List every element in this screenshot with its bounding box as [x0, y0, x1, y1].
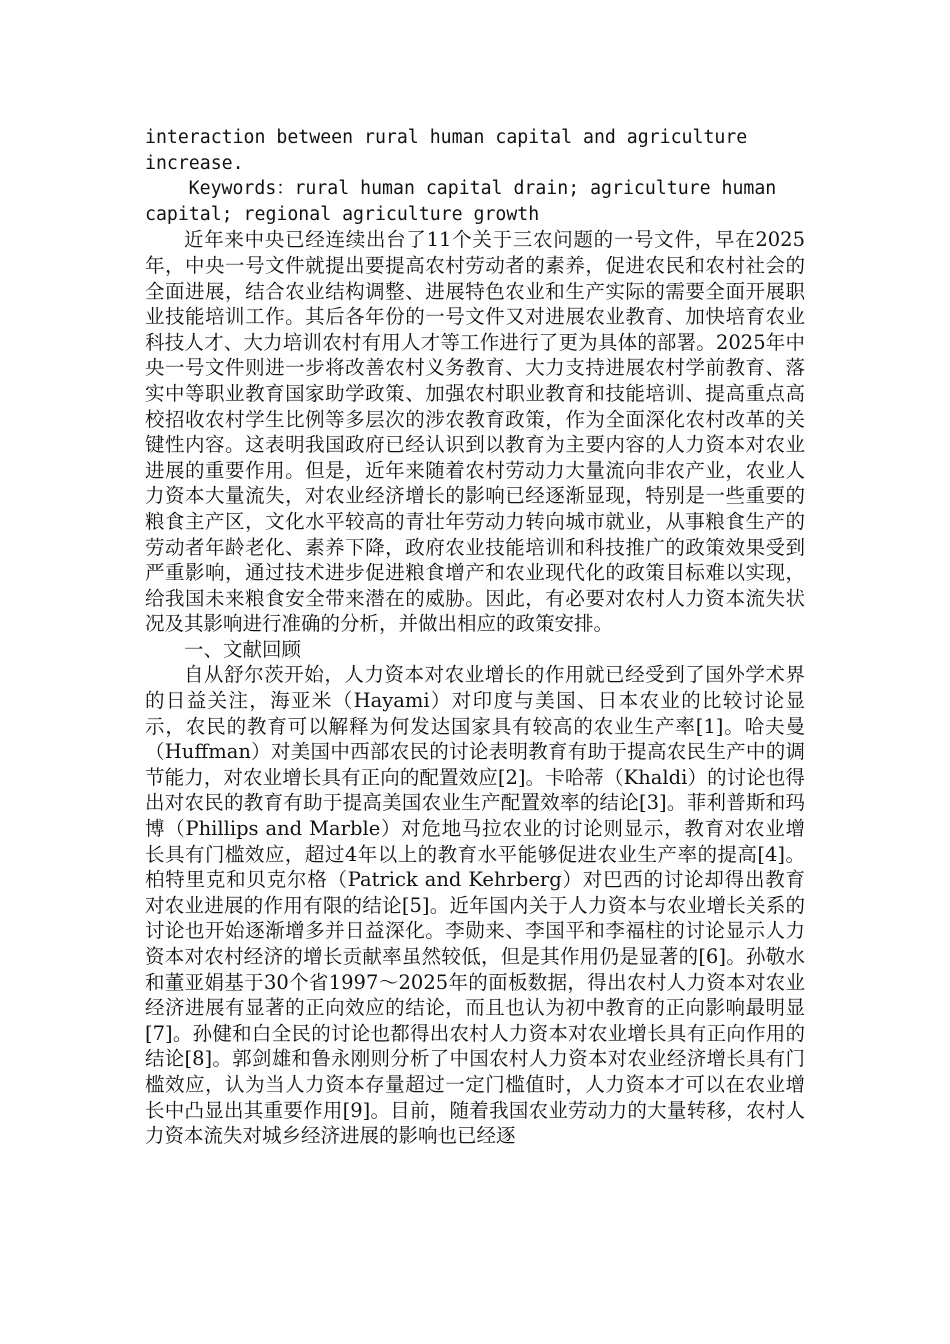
- document-page: [145, 125, 805, 1149]
- intro-paragraph: 近年来中央已经连续出台了11个关于三农问题的一号文件，早在2025年，中央一号文件就提出要提高农村劳动者的素养，促进农民和农村社会的全面进展，结合农业结构调整、进展特色农业和生产实际的需要全面开展职业技能培训工作。其后各年份的一号文件又对进展农业教育、加快培育农业科技人才、大力培训农村有用人才等工作进行了更为具体的部署。2025年中央一号文件则进一步将改善农村义务教育、大力支持进展农村学前教育、落实中等职业教育国家助学政策、加强农村职业教育和技能培训、提高重点高校招收农村学生比例等多层次的涉农教育政策，作为全面深化农村改革的关键性内容。这表明我国政府已经认识到以教育为主要内容的人力资本对农业进展的重要作用。但是，近年来随着农村劳动力大量流向非农产业，农业人力资本大量流失，对农业经济增长的影响已经逐渐显现，特别是一些重要的粮食主产区，文化水平较高的青壮年劳动力转向城市就业，从事粮食生产的劳动者年龄老化、素养下降，政府农业技能培训和科技推广的政策效果受到严重影响，通过技术进步促进粮食增产和农业现代化的政策目标难以实现，给我国未来粮食安全带来潜在的威胁。因此，有必要对农村人力资本流失状况及其影响进行准确的分析，并做出相应的政策安排。: [145, 228, 805, 636]
- literature-review-paragraph: 自从舒尔茨开始，人力资本对农业增长的作用就已经受到了国外学术界的日益关注，海亚米（Hayami）对印度与美国、日本农业的比较讨论显示，农民的教育可以解释为何发达国家具有较高的农业生产率[1]。哈夫曼（Huffman）对美国中西部农民的讨论表明教育有助于提高农民生产中的调节能力，对农业增长具有正向的配置效应[2]。卡哈蒂（Khaldi）的讨论也得出对农民的教育有助于提高美国农业生产配置效率的结论[3]。菲利普斯和玛博（Phillips and Marble）对危地马拉农业的讨论则显示，教育对农业增长具有门槛效应，超过4年以上的教育水平能够促进农业生产率的提高[4]。柏特里克和贝克尔格（Patrick and Kehrberg）对巴西的讨论却得出教育对农业进展的作用有限的结论[5]。近年国内关于人力资本与农业增长关系的讨论也开始逐渐增多并日益深化。李勋来、李国平和李福柱的讨论显示人力资本对农村经济的增长贡献率虽然较低，但是其作用仍是显著的[6]。孙敬水和董亚娟基于30个省1997～2025年的面板数据，得出农村人力资本对农业经济进展有显著的正向效应的结论，而且也认为初中教育的正向影响最明显[7]。孙健和白全民的讨论也都得出农村人力资本对农业增长具有正向作用的结论[8]。郭剑雄和鲁永刚则分析了中国农村人力资本对农业经济增长具有门槛效应，认为当人力资本存量超过一定门槛值时，人力资本才可以在农业增长中凸显出其重要作用[9]。目前，随着我国农业劳动力的大量转移，农村人力资本流失对城乡经济进展的影响也已经逐: [145, 663, 805, 1148]
- abstract-tail: interaction between rural human capital and agriculture increase.: [145, 127, 748, 174]
- section-heading: 一、文献回顾: [184, 637, 302, 661]
- keywords-line: Keywords：rural human capital drain; agriculture human capital; regional agriculture growth: [145, 178, 777, 225]
